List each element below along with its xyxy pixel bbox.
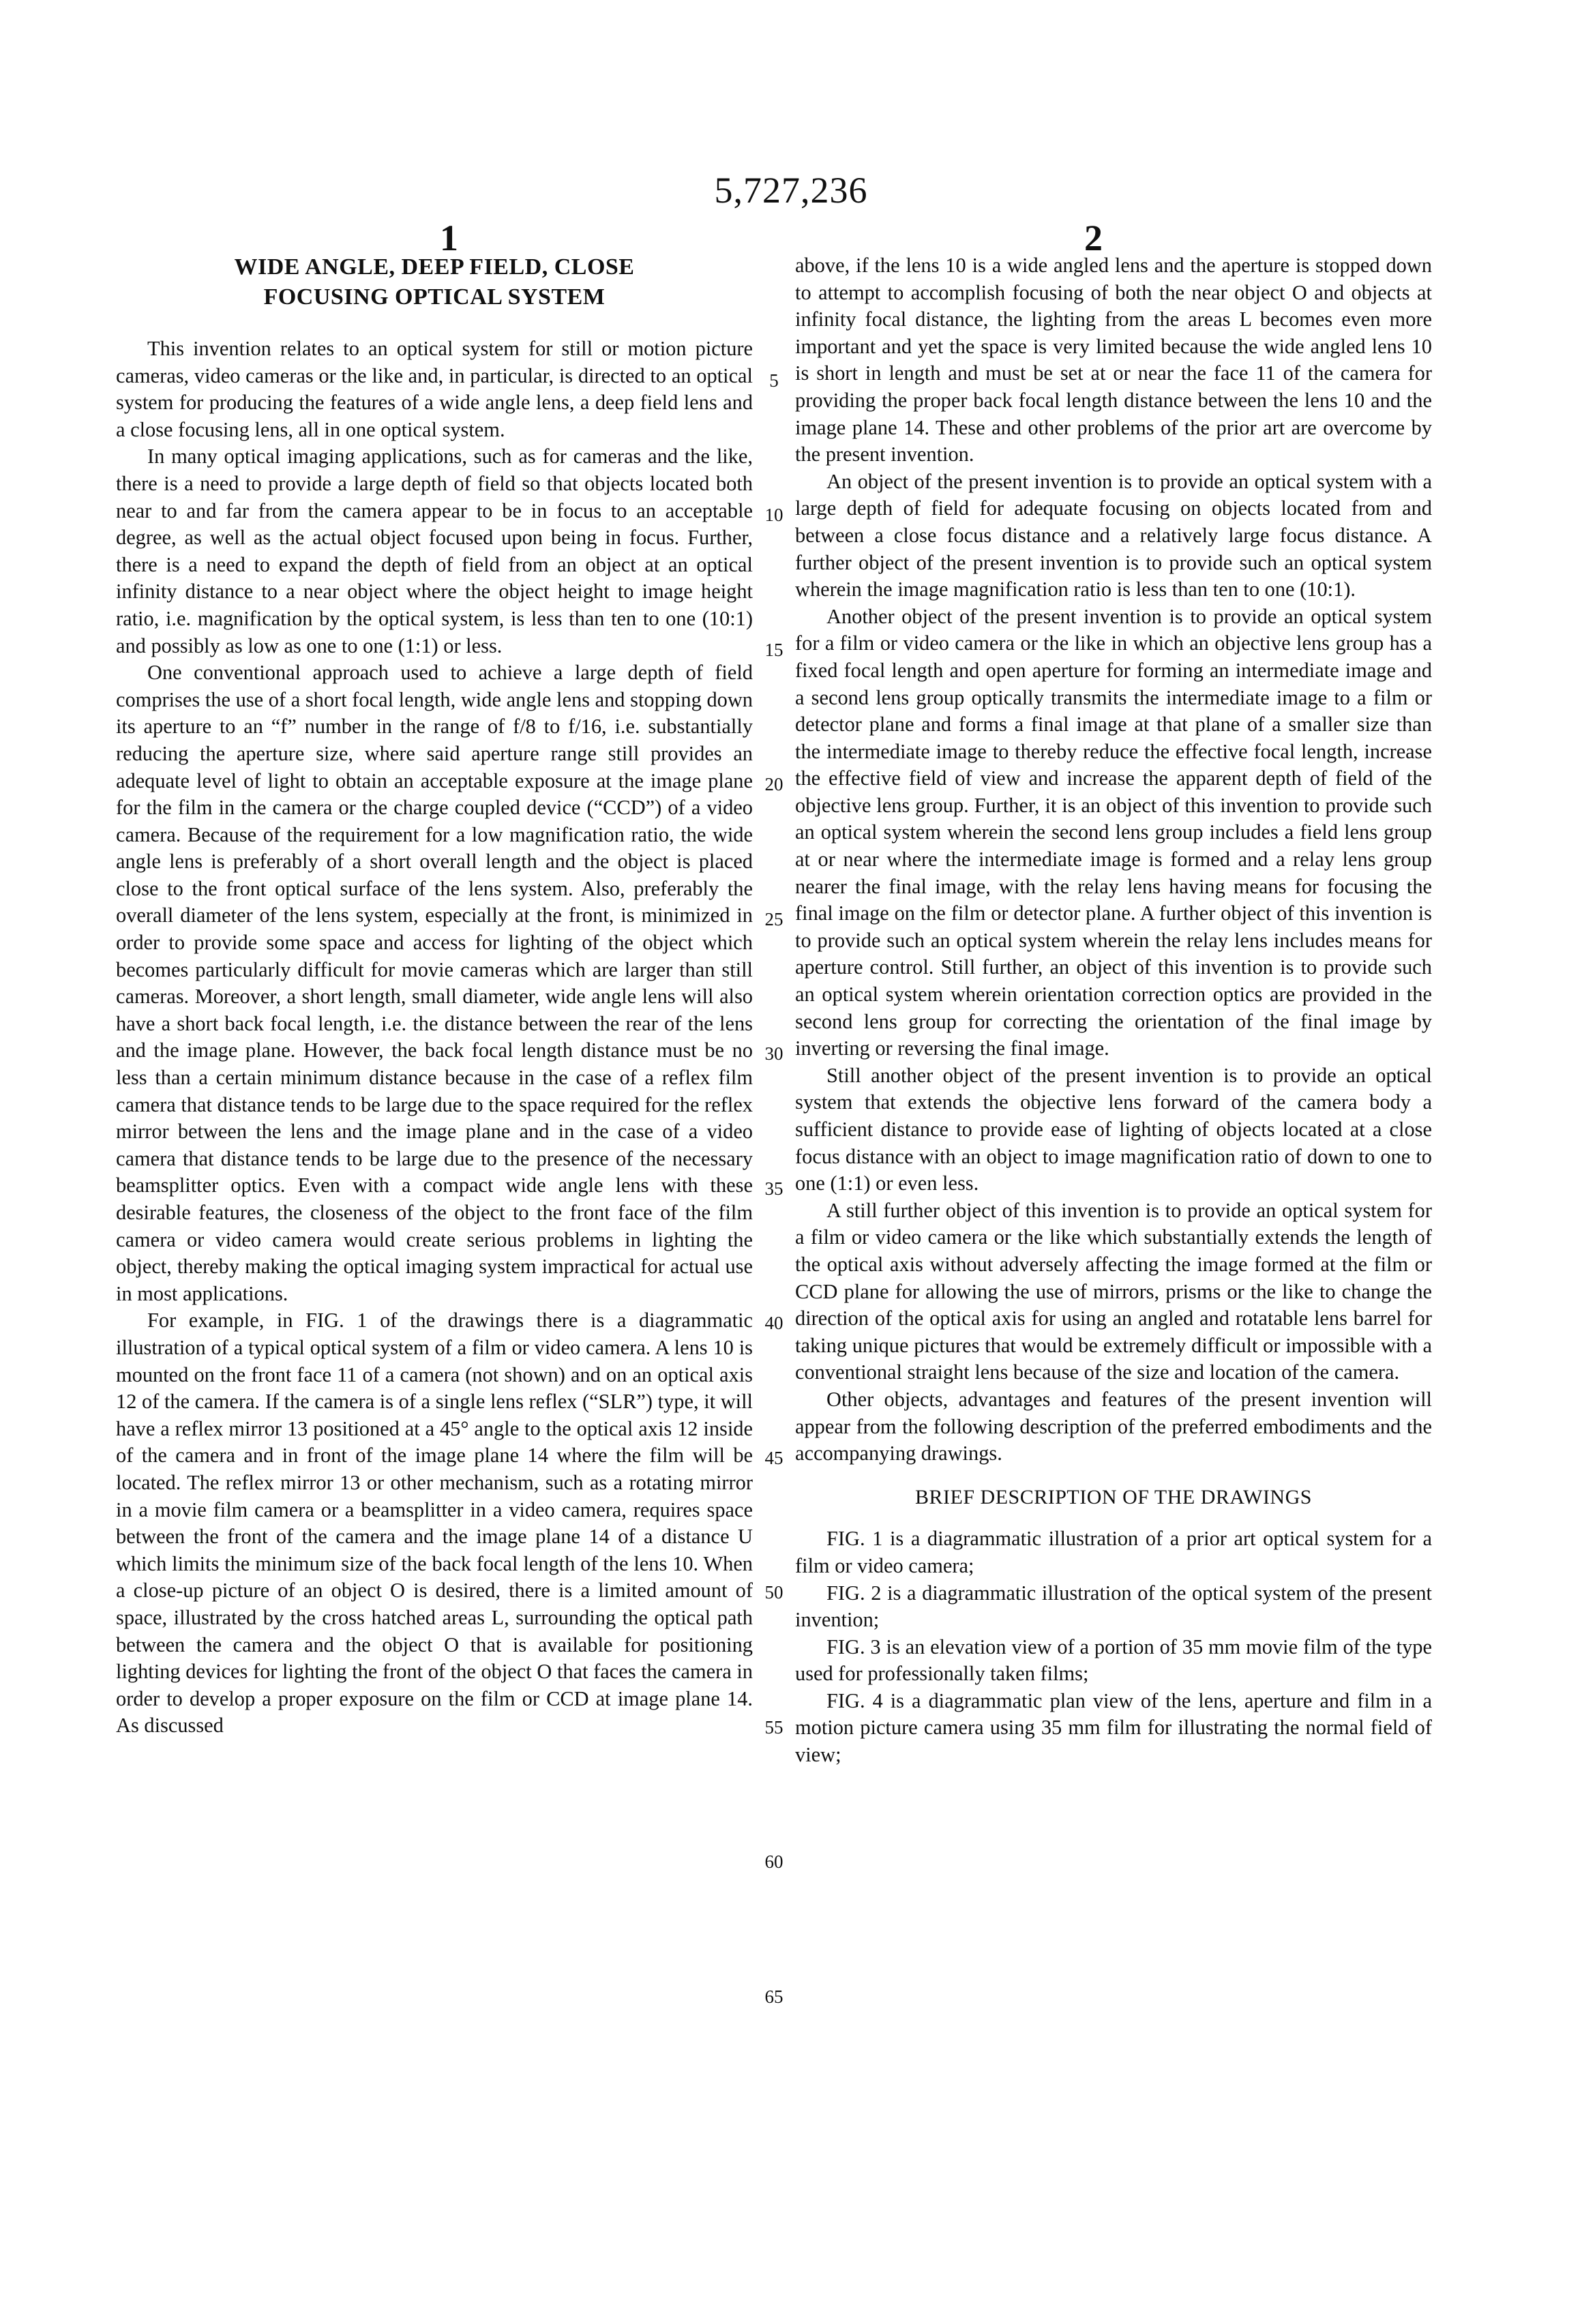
line-number: 20 <box>764 774 783 794</box>
left-column-number: 1 <box>440 218 458 258</box>
paragraph: A still further object of this invention is to provide an optical system for a film or video camera or the like which substantially extends the length of the optical axis without adversely affecting the image formed at the film or CCD plane for allowing the use of mirrors, prisms or the like to change the direction of the optical axis for using an angled and rotatable lens barrel for taking unique pictures that would be extremely difficult or impossible with a conventional straight lens because of the size and location of the camera. <box>795 1198 1432 1384</box>
title-line-2: FOCUSING OPTICAL SYSTEM <box>263 284 606 310</box>
line-number: 45 <box>764 1448 783 1468</box>
figure-description: FIG. 4 is a diagrammatic plan view of the lens, aperture and film in a motion picture camera using 35 mm film for illustrating the normal field of view; <box>795 1688 1432 1767</box>
line-number: 55 <box>764 1717 783 1738</box>
line-number: 5 <box>769 370 779 391</box>
line-number: 25 <box>764 909 783 929</box>
line-number: 40 <box>764 1313 783 1333</box>
title-line-1: WIDE ANGLE, DEEP FIELD, CLOSE <box>234 254 635 280</box>
document-title <box>116 252 753 312</box>
line-number: 15 <box>764 640 783 660</box>
section-heading: BRIEF DESCRIPTION OF THE DRAWINGS <box>915 1485 1312 1508</box>
paragraph: An object of the present invention is to provide an optical system with a large depth of field for adequate focusing on objects located from and between a close focus distance and a relatively large focus distance. A further object of the present invention is to provide such an optical system wherein the image magnification ratio is less than ten to one (10:1). <box>795 469 1432 601</box>
line-number: 65 <box>764 1986 783 2007</box>
right-column-number: 2 <box>1084 218 1103 258</box>
line-number: 35 <box>764 1178 783 1199</box>
figure-description: FIG. 3 is an elevation view of a portion of 35 mm movie film of the type used for professionally taken films; <box>795 1635 1432 1686</box>
patent-number: 5,727,236 <box>714 170 868 211</box>
right-column <box>795 252 1432 1769</box>
paragraph: One conventional approach used to achieve a large depth of field comprises the use of a short focal length, wide angle lens and stopping down its aperture to an “f” number in the range of f/8 to f/16, i.e. substantially reducing the aperture size, where said aperture range still provides an adequate level of light to obtain an acceptable exposure at the image plane for the film in the camera or the charge coupled device (“CCD”) of a video camera. Because of the requirement for a low magnification ratio, the wide angle lens is preferably of a short overall length and the object is placed close to the front optical surface of the lens system. Also, preferably the overall diameter of the lens system, especially at the front, is minimized in order to provide some space and access for lighting of the object which becomes particularly difficult for movie cameras which are larger than still cameras. Moreover, a short length, small diameter, wide angle lens will also have a short back focal length, i.e. the distance between the rear of the lens and the image plane. However, the back focal length distance must be no less than a certain minimum distance because in the case of a reflex film camera that distance tends to be large due to the space required for the reflex mirror between the lens and the image plane and in the case of a video camera that distance tends to be large due to the presence of the necessary beamsplitter optics. Even with a compact wide angle lens with these desirable features, the closeness of the object to the front face of the film camera or video camera would create serious problems in lighting the object, thereby making the optical imaging system impractical for actual use in most applications. <box>116 661 753 1305</box>
paragraph: In many optical imaging applications, such as for cameras and the like, there is a need to provide a large depth of field so that objects located both near to and far from the camera appear to be in focus to an acceptable degree, as well as the actual object focused upon being in focus. Further, there is a need to expand the depth of field from an object at an optical infinity distance to a near object where the object height to image height ratio, i.e. magnification by the optical system, is less than ten to one (10:1) and possibly as low as one to one (1:1) or less. <box>116 445 753 657</box>
paragraph: above, if the lens 10 is a wide angled lens and the aperture is stopped down to attempt to accomplish focusing of both the near object O and objects at infinity focal distance, the lighting from the areas L becomes even more important and yet the space is very limited because the wide angled lens 10 is short in length and must be set at or near the face 11 of the camera for providing the proper back focal length distance between the lens 10 and the image plane 14. These and other problems of the prior art are overcome by the present invention. <box>795 254 1432 466</box>
paragraph: Another object of the present invention is to provide an optical system for a film or video camera or the like in which an objective lens group has a fixed focal length and open aperture for forming an intermediate image and a second lens group optically transmits the intermediate image to a film or detector plane and forms a final image at that plane of a smaller size than the intermediate image to thereby reduce the effective focal length, increase the effective field of view and increase the apparent depth of field of the objective lens group. Further, it is an object of this invention to provide such an optical system wherein the second lens group includes a field lens group at or near where the intermediate image is formed and a relay lens group nearer the final image, with the relay lens having means for focusing the final image on the film or detector plane. A further object of this invention is to provide such an optical system wherein the relay lens includes means for aperture control. Still further, an object of this invention is to provide such an optical system wherein orientation correction optics are provided in the second lens group for correcting the orientation of the final image by inverting or reversing the final image. <box>795 604 1432 1060</box>
figure-description: FIG. 2 is a diagrammatic illustration of the optical system of the present invention; <box>795 1581 1432 1632</box>
line-number: 60 <box>764 1851 783 1872</box>
figure-description: FIG. 1 is a diagrammatic illustration of a prior art optical system for a film or video camera; <box>795 1527 1432 1577</box>
paragraph: Other objects, advantages and features of the present invention will appear from the following description of the preferred embodiments and the accompanying drawings. <box>795 1387 1432 1465</box>
line-number: 10 <box>764 505 783 525</box>
line-number: 50 <box>764 1582 783 1603</box>
paragraph: Still another object of the present invention is to provide an optical system that extends the objective lens forward of the camera body a sufficient distance to provide ease of lighting of objects located at a close focus distance with an object to image magnification ratio of down to one to one (1:1) or even less. <box>795 1063 1432 1195</box>
paragraph: For example, in FIG. 1 of the drawings there is a diagrammatic illustration of a typical optical system of a film or video camera. A lens 10 is mounted on the front face 11 of a camera (not shown) and on an optical axis 12 of the camera. If the camera is of a single lens reflex (“SLR”) type, it will have a reflex mirror 13 positioned at a 45° angle to the optical axis 12 inside of the camera and in front of the image plane 14 where the film will be located. The reflex mirror 13 or other mechanism, such as a rotating mirror in a movie film camera or a beamsplitter in a video camera, requires space between the front of the camera and the image plane 14 of a distance U which limits the minimum size of the back focal length of the lens 10. When a close-up picture of an object O is desired, there is a limited amount of space, illustrated by the cross hatched areas L, surrounding the optical path between the camera and the object O that is available for positioning lighting devices for lighting the front of the object O that faces the camera in order to develop a proper exposure on the film or CCD at image plane 14. As discussed <box>116 1309 753 1738</box>
left-column <box>116 252 753 1740</box>
line-number: 30 <box>764 1043 783 1064</box>
paragraph: This invention relates to an optical system for still or motion picture cameras, video cameras or the like and, in particular, is directed to an optical system for producing the features of a wide angle lens, a deep field lens and a close focusing lens, all in one optical system. <box>116 337 753 441</box>
